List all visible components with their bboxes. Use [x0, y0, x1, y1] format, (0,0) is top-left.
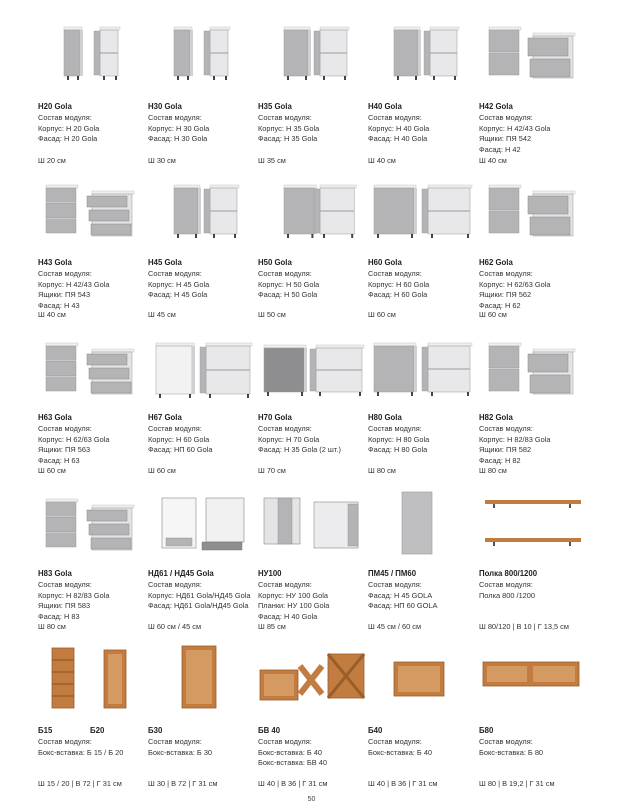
module-illustration — [368, 640, 476, 712]
module-spec-line: Фасад: Н 45 Gola — [148, 290, 208, 300]
module-title: H50 Gola — [258, 258, 292, 267]
module-illustration — [479, 640, 587, 712]
module-size: Ш 60 см — [368, 310, 396, 319]
module-illustration — [148, 334, 256, 406]
module-spec-line: Ящики: ПЯ 563 — [38, 445, 91, 455]
module-spec-line: Состав модуля: — [148, 580, 202, 589]
module-size: Ш 40 см — [479, 156, 507, 165]
module-illustration — [38, 176, 146, 248]
module-size: Ш 40 | В 36 | Г 31 см — [258, 779, 328, 788]
module-spec-line: Фасад: Н 82 — [479, 455, 521, 465]
module-size: Ш 40 | В 36 | Г 31 см — [368, 779, 438, 788]
module-spec-line: Полка 800 /1200 — [479, 590, 536, 600]
module-title: H67 Gola — [148, 413, 182, 422]
module-spec-line: Фасад: Н 35 Gola (2 шт.) — [258, 445, 341, 455]
module-title: НД61 / НД45 Gola — [148, 569, 214, 578]
module-size: Ш 20 см — [38, 156, 66, 165]
module-title: H20 Gola — [38, 102, 72, 111]
module-illustration — [38, 640, 146, 712]
module-spec-line: Корпус: Н 80 Gola — [368, 434, 430, 444]
module-title: H45 Gola — [148, 258, 182, 267]
module-title: H42 Gola — [479, 102, 513, 111]
module-size: Ш 35 см — [258, 156, 286, 165]
module-spec-line: Состав модуля: — [368, 580, 422, 589]
module-illustration — [368, 176, 476, 248]
module-title: H62 Gola — [479, 258, 513, 267]
module-spec-line: Бокс-вставка: Б 40 — [258, 747, 323, 757]
module-spec-line: Корпус: Н 60 Gola — [368, 279, 430, 289]
module-spec-line: Ящики: ПЯ 562 — [479, 290, 532, 300]
module-illustration — [38, 18, 146, 90]
module-spec-line: Состав модуля: — [148, 424, 202, 433]
module-illustration — [368, 334, 476, 406]
module-title: H40 Gola — [368, 102, 402, 111]
module-illustration — [38, 490, 146, 562]
module-title-secondary: Б20 — [90, 726, 105, 735]
module-spec-line: Корпус: Н 62/63 Gola — [479, 279, 551, 289]
module-spec-line: Корпус: Н 70 Gola — [258, 434, 320, 444]
module-illustration — [258, 176, 366, 248]
module-spec-line: Планки: НУ 100 Gola — [258, 601, 330, 611]
module-spec-line: Ящики: ПЯ 582 — [479, 445, 532, 455]
page-number: 50 — [307, 796, 316, 803]
module-title: Б30 — [148, 726, 163, 735]
module-illustration — [479, 176, 587, 248]
module-spec-line: Бокс-вставка: Б 40 — [368, 747, 433, 757]
module-spec-line: Корпус: НУ 100 Gola — [258, 590, 329, 600]
module-size: Ш 15 / 20 | В 72 | Г 31 см — [38, 779, 122, 788]
module-size: Ш 85 см — [258, 622, 286, 631]
module-spec-line: Бокс-вставка: Б 15 / Б 20 — [38, 747, 124, 757]
module-spec-line: Фасад: Н 35 Gola — [258, 134, 318, 144]
module-spec-line: Состав модуля: — [38, 424, 92, 433]
module-spec-line: Корпус: Н 82/83 Gola — [479, 434, 551, 444]
module-spec-line: Состав модуля: — [38, 737, 92, 746]
module-size: Ш 45 см / 60 см — [368, 622, 422, 631]
module-spec-line: Состав модуля: — [38, 580, 92, 589]
module-illustration — [258, 334, 366, 406]
module-title: H80 Gola — [368, 413, 402, 422]
module-spec-line: Фасад: Н 30 Gola — [148, 134, 208, 144]
module-title: Б40 — [368, 726, 383, 735]
module-spec-line: Корпус: Н 60 Gola — [148, 434, 210, 444]
module-size: Ш 80 см — [38, 622, 66, 631]
module-spec-line: Состав модуля: — [479, 737, 533, 746]
module-spec-line: Корпус: Н 30 Gola — [148, 123, 210, 133]
module-size: Ш 50 см — [258, 310, 286, 319]
module-title: Б80 — [479, 726, 494, 735]
module-spec-line: Состав модуля: — [368, 269, 422, 278]
module-spec-line: Корпус: Н 62/63 Gola — [38, 434, 110, 444]
module-spec-line: Состав модуля: — [368, 737, 422, 746]
module-size: Ш 60 см / 45 см — [148, 622, 202, 631]
module-spec-line: Корпус: НД61 Gola/НД45 Gola — [148, 590, 251, 600]
module-spec-line: Бокс-вставка: БВ 40 — [258, 758, 327, 768]
module-title: Полка 800/1200 — [479, 569, 538, 578]
module-spec-line: Состав модуля: — [38, 269, 92, 278]
module-illustration — [368, 490, 476, 562]
module-spec-line: Корпус: Н 42/43 Gola — [38, 279, 110, 289]
module-spec-line: Состав модуля: — [258, 737, 312, 746]
module-spec-line: Фасад: НД61 Gola/НД45 Gola — [148, 601, 249, 611]
module-size: Ш 30 см — [148, 156, 176, 165]
module-size: Ш 80 см — [479, 466, 507, 475]
module-title: H30 Gola — [148, 102, 182, 111]
module-title: H35 Gola — [258, 102, 292, 111]
module-size: Ш 40 см — [38, 310, 66, 319]
module-spec-line: Состав модуля: — [479, 269, 533, 278]
module-size: Ш 60 см — [148, 466, 176, 475]
module-size: Ш 80 | В 19,2 | Г 31 см — [479, 779, 555, 788]
module-illustration — [38, 334, 146, 406]
module-spec-line: Фасад: Н 20 Gola — [38, 134, 98, 144]
module-spec-line: Ящики: ПЯ 543 — [38, 290, 91, 300]
module-spec-line: Состав модуля: — [258, 113, 312, 122]
module-illustration — [148, 176, 256, 248]
module-illustration — [479, 490, 587, 562]
module-spec-line: Фасад: Н 45 GOLA — [368, 590, 433, 600]
module-spec-line: Бокс-вставка: Б 80 — [479, 747, 544, 757]
module-title: H83 Gola — [38, 569, 72, 578]
module-spec-line: Состав модуля: — [368, 424, 422, 433]
module-spec-line: Корпус: Н 50 Gola — [258, 279, 320, 289]
module-title: H43 Gola — [38, 258, 72, 267]
module-size: Ш 80/120 | В 10 | Г 13,5 см — [479, 622, 569, 631]
module-title: Б15 — [38, 726, 53, 735]
module-spec-line: Бокс-вставка: Б 30 — [148, 747, 213, 757]
module-spec-line: Состав модуля: — [479, 424, 533, 433]
module-size: Ш 70 см — [258, 466, 286, 475]
module-spec-line: Состав модуля: — [38, 113, 92, 122]
module-spec-line: Состав модуля: — [148, 269, 202, 278]
module-size: Ш 45 см — [148, 310, 176, 319]
module-illustration — [258, 490, 366, 562]
module-spec-line: Корпус: Н 20 Gola — [38, 123, 100, 133]
module-spec-line: Фасад: Н 40 Gola — [368, 134, 428, 144]
module-illustration — [479, 334, 587, 406]
module-illustration — [148, 640, 256, 712]
module-title: H60 Gola — [368, 258, 402, 267]
module-spec-line: Состав модуля: — [258, 580, 312, 589]
module-illustration — [258, 640, 366, 712]
module-size: Ш 60 см — [38, 466, 66, 475]
module-illustration — [148, 490, 256, 562]
module-size: Ш 60 см — [479, 310, 507, 319]
module-spec-line: Фасад: Н 42 — [479, 144, 521, 154]
module-spec-line: Ящики: ПЯ 583 — [38, 601, 91, 611]
module-spec-line: Корпус: Н 40 Gola — [368, 123, 430, 133]
module-size: Ш 30 | В 72 | Г 31 см — [148, 779, 218, 788]
module-size: Ш 80 см — [368, 466, 396, 475]
module-title: H82 Gola — [479, 413, 513, 422]
module-title: H70 Gola — [258, 413, 292, 422]
module-illustration — [258, 18, 366, 90]
module-spec-line: Состав модуля: — [148, 737, 202, 746]
module-spec-line: Фасад: Н 80 Gola — [368, 445, 428, 455]
module-spec-line: Фасад: Н 60 Gola — [368, 290, 428, 300]
module-spec-line: Состав модуля: — [479, 113, 533, 122]
module-spec-line: Фасад: Н 43 — [38, 300, 80, 310]
module-spec-line: Фасад: Н 40 Gola — [258, 611, 318, 621]
module-title: БВ 40 — [258, 726, 281, 735]
module-illustration — [479, 18, 587, 90]
module-spec-line: Корпус: Н 35 Gola — [258, 123, 320, 133]
module-spec-line: Состав модуля: — [258, 269, 312, 278]
module-spec-line: Фасад: Н 50 Gola — [258, 290, 318, 300]
module-spec-line: Состав модуля: — [148, 113, 202, 122]
module-title: НУ100 — [258, 569, 282, 578]
module-title: ПМ45 / ПМ60 — [368, 569, 417, 578]
module-title: H63 Gola — [38, 413, 72, 422]
module-spec-line: Фасад: НП 60 GOLA — [368, 601, 438, 611]
module-spec-line: Корпус: Н 82/83 Gola — [38, 590, 110, 600]
module-illustration — [368, 18, 476, 90]
module-spec-line: Фасад: Н 83 — [38, 611, 80, 621]
module-spec-line: Корпус: Н 45 Gola — [148, 279, 210, 289]
module-spec-line: Состав модуля: — [479, 580, 533, 589]
module-size: Ш 40 см — [368, 156, 396, 165]
module-illustration — [148, 18, 256, 90]
module-spec-line: Фасад: Н 63 — [38, 455, 80, 465]
module-spec-line: Корпус: Н 42/43 Gola — [479, 123, 551, 133]
module-spec-line: Состав модуля: — [258, 424, 312, 433]
module-spec-line: Ящики: ПЯ 542 — [479, 134, 532, 144]
module-spec-line: Фасад: Н 62 — [479, 300, 521, 310]
module-spec-line: Состав модуля: — [368, 113, 422, 122]
module-spec-line: Фасад: НП 60 Gola — [148, 445, 213, 455]
